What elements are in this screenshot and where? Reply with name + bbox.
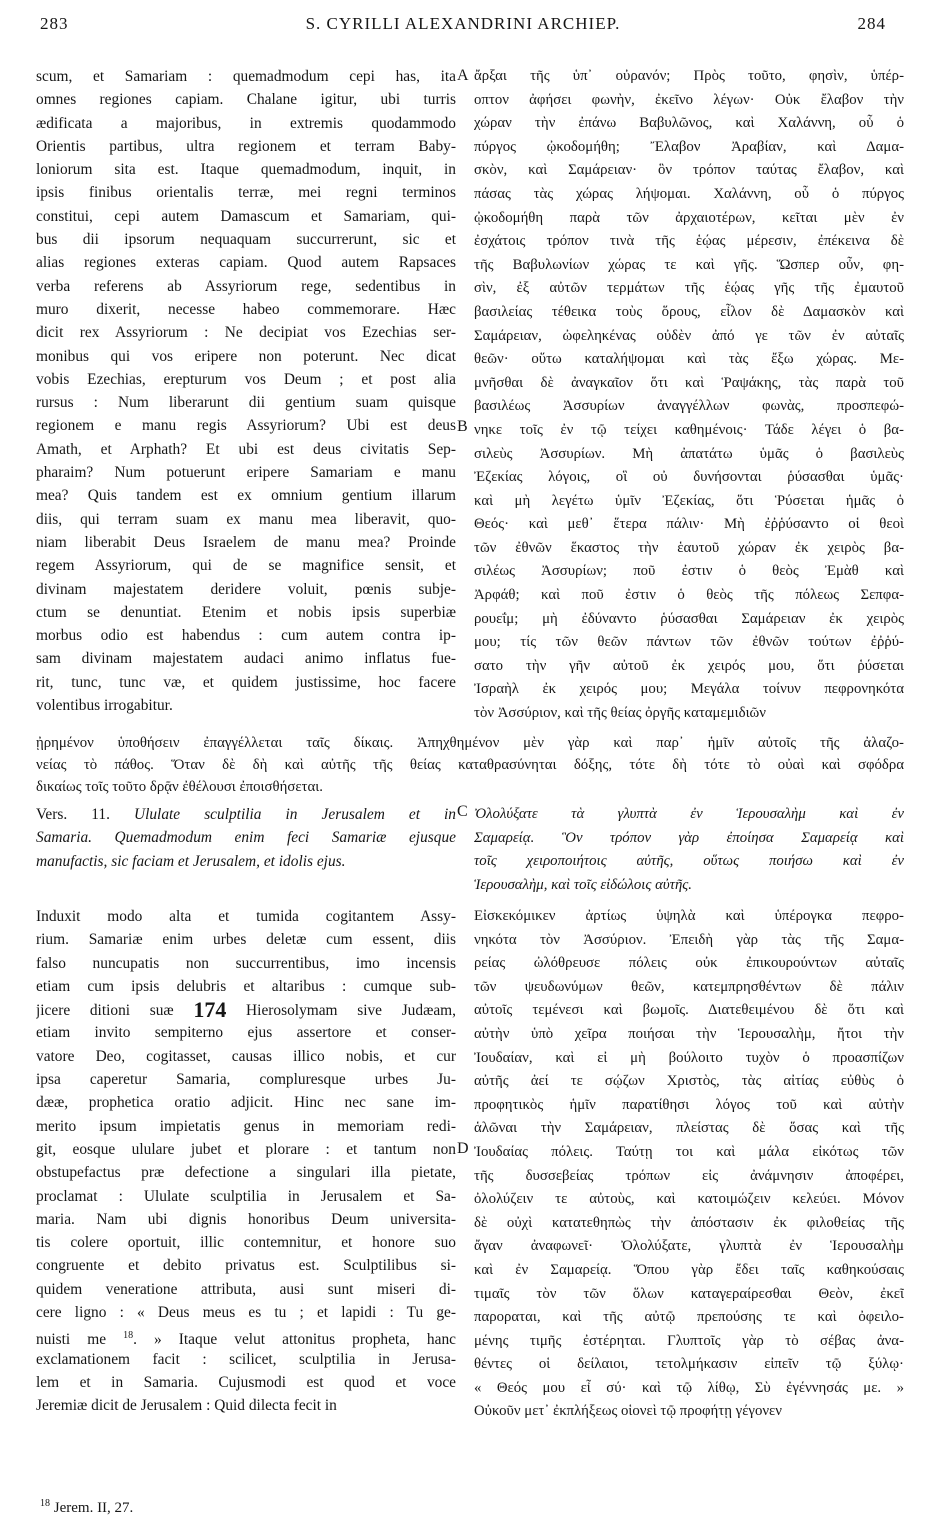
text-line: νηκότα τὸν Ἀσσύριον. Ἐπειδὴ γὰρ τὰς τῆς Σαμα- (474, 931, 904, 948)
text-line: dææ, prophetica oratio adjicit. Hinc nec sane im- (36, 1094, 456, 1112)
footnote (40, 1498, 133, 1517)
text-line: pharaim? Num potuerunt eripere Samariam e manu (36, 464, 456, 482)
text-line: rit, tunc, tunc væ, et quidem justissime, hoc facere (36, 673, 456, 691)
margin-marker-d: D (457, 1140, 469, 1157)
text-line: mea? Quis tandem est ex omnium gentium illarum (36, 487, 456, 505)
footnote-text: Jerem. II, 27. (50, 1500, 134, 1516)
text-line: μνῆσθαι δὲ ἀναγκαῖον ὅτι καὶ Ῥαψάκης, τὰς παρὰ τοῦ (474, 374, 904, 391)
text-line: μου; τίς τῶν θεῶν πάντων τῶν ἐθνῶν τούτων ἐῤῥύ- (474, 634, 904, 651)
margin-marker-a: A (457, 67, 469, 84)
page-number-left: 283 (40, 14, 69, 33)
text-line: σκὸν, καὶ Σαμάρειαν· ὃν τρόπον ταύτας ἔλαβον, καὶ (474, 162, 904, 179)
text-line: verba referens ab Assyriorum rege, sedentibus in (36, 277, 456, 295)
text-line: alias regiones exteras capiam. Quod autem Rapsaces (36, 254, 456, 272)
text-line: δὲ οὐχὶ κατατεθηπὼς τὴν ἀπόστασιν ἐκ φιλοθείας τῆς (474, 1214, 904, 1231)
text-line: Jeremiæ dicit de Jerusalem : Quid dilecta fecit in (36, 1397, 337, 1415)
marginal-page-number: 174 (193, 998, 227, 1022)
verse-text: Ululate sculptilia in Jerusalem et in (109, 806, 456, 823)
text-line: βασιλέως Ἀσσυρίων ἀναγγέλλων φωνὰς, προσπεφώ- (474, 398, 904, 415)
text-line: πύργος ᾠκοδομήθη; Ἔλαβον Ἀραβίαν, καὶ Δαμα- (474, 138, 904, 155)
text-line: Ἰουδαίας πόλεις. Ταύτῃ τοι καὶ μάλα εἰκότως τῶν (474, 1143, 904, 1160)
text-line: etiam cum ipsis delubris et altaribus : cumque sub- (36, 977, 456, 995)
text-line: monibus qui vos eripere non poterunt. Nec dicat (36, 347, 456, 365)
text-line: ipsa caperetur Samaria, compluresque urbes Ju- (36, 1071, 456, 1089)
text-line: Ὀλολύξατε τὰ γλυπτὰ ἐν Ἱερουσαλὴμ καὶ ἐν (474, 806, 904, 822)
margin-marker-b: B (457, 418, 468, 435)
text-line: dicit rex Assyriorum : Ne decipiat vos Ezechias ser- (36, 324, 456, 342)
text-line: ἁλῶναι τὴν Σαμάρειαν, πλείστας δὲ ὅσας καὶ τῆς (474, 1120, 904, 1137)
text-line: niam liberabit Deus Israelem de manu mea? Proinde (36, 533, 456, 551)
text-line: τῆς δυσσεβείας τρόπων εἰς ἀνάμνησιν ἀποφέρει, (474, 1167, 904, 1184)
text-line: τιμαῖς τὸν τῶν ὅλων καταγεραίρεσθαι Θεὸν, ἐκεῖ (474, 1285, 904, 1302)
verse-label: Vers. 11. (36, 806, 110, 823)
text-line (36, 850, 456, 873)
text-line: lem et in Samaria. Cujusmodi est quod et voce (36, 1373, 456, 1391)
greek-full-width-passage (36, 732, 904, 798)
text-line: ρουεΐμ; μὴ ἐδύναντο ῥύσασθαι Σαμάρειαν ἐκ χειρὸς (474, 610, 904, 627)
text-line: ρείας ὠλόθρευσε πόλεις οὐκ ἐπικουρούντων αὐταῖς (474, 955, 904, 972)
running-header (40, 14, 886, 38)
text-line: ædificata a majoribus, in extremis quodammodo (36, 114, 456, 132)
text-line: θέντες οἱ δείλαιοι, τετολμήκασιν εἰπεῖν τῷ ξύλῳ· (474, 1356, 904, 1373)
text-segment: nuisti me (36, 1331, 124, 1348)
text-line: πάσας τὰς χώρας λήψομαι. Χαλάννη, οὗ ὁ πύργος (474, 185, 904, 202)
text-line: ctum se denuntiat. Etenim et nobis ipsis superbiæ (36, 603, 456, 621)
text-line: regionem e manu regis Assyriorum? Ubi est deus (36, 417, 456, 435)
text-line: diis, qui terram suam ex manu mea liberavit, quo- (36, 510, 456, 528)
text-line: σιλέως Ἀσσυρίων; ποῦ ἐστιν ὁ θεὸς Ἐμὰθ καὶ (474, 563, 904, 580)
text-line: νείας τὸ πάθος. Ὅταν δὲ δὴ καὶ αὐτῆς τῆς θείας καταθρασύνηται δόξης, τότε δὴ τότε τὸ οὐαὶ καὶ σφόδρα (36, 757, 904, 773)
text-line: rursus : Num liberarunt dii gentium suam quisque (36, 394, 456, 412)
text-line: τοῖς χειροποιήτοις αὐτῆς, οὕτως ποιήσω καὶ ἐν (474, 853, 904, 870)
latin-column-top (36, 65, 456, 717)
text-line: προφητικὸς ἡμῖν παρατίθησι λόγος τοῦ καὶ αὐτὴν (474, 1096, 904, 1113)
text-line: sam divinam majestatem audaci animo inflatus fue- (36, 650, 456, 668)
text-line: ὀλολύζειν τε αὐτοὺς, καὶ κατοιμώζειν κελεύει. Μόνον (474, 1191, 904, 1208)
text-line: παροραται, καὶ τῆς αὐτῷ πρεπούσης τε καὶ ὀφειλο- (474, 1309, 904, 1326)
text-line: Ἀρφάθ; καὶ ποῦ ἐστιν ὁ θεὸς τῆς πόλεως Σεπφα- (474, 587, 904, 604)
text-line (36, 803, 456, 826)
text-line: maria. Nam ubi dignis honoribus Deum universita- (36, 1210, 456, 1228)
footnote-reference: 18 (123, 1330, 134, 1342)
text-line: Ἐζεκίας λόγοις, οἳ οὐ δυνήσονται ῥύσασθαι ὑμᾶς· (474, 469, 904, 486)
text-line: ἄρξαι τῆς ὑπ᾽ οὐρανόν; Πρὸς τοῦτο, φησὶν, ὑπέρ- (474, 68, 904, 84)
text-line: Orientis partibus, ultra regionem et terram Baby- (36, 137, 456, 155)
text-line: Σαμάρειαν, ὠφεληκένας οὐδὲν ἀπό γε τῶν ἐν αὐταῖς (474, 327, 904, 344)
text-line: Οὐκοῦν μετ᾽ ἐκπλήξεως οἱονεὶ τῷ προφήτῃ γέγονεν (474, 1403, 782, 1420)
text-line: cere ligno : « Deus meus es tu ; et lapidi : Tu ge- (36, 1304, 456, 1322)
text-line: merito ipsum impietatis genus in memoriam redi- (36, 1117, 456, 1135)
text-line: Ἰσραὴλ ἐκ χειρός μου; Μεγάλα τοίνυν πεφρονηκότα (474, 681, 904, 698)
text-line: divinam majestatem deridere voluit, pœnis subje- (36, 580, 456, 598)
latin-verse-heading (36, 803, 456, 873)
greek-verse-heading (474, 803, 904, 897)
text-line: τῶν ψευδωνύμων θεῶν, κατεμπρησθέντων δὲ πάλιν (474, 978, 904, 995)
text-line: regem Assyriorum, qui de se magnifice sensit, et (36, 557, 456, 575)
text-segment: . » Itaque velut attonitus propheta, hanc (133, 1331, 456, 1348)
verse-text: Samaria. Quemadmodum enim feci Samariæ ejusque (36, 829, 456, 847)
text-line: ipsis finibus orientalis terræ, mei regni terminos (36, 184, 456, 202)
text-line: vatore Deo, cogitasset, causas illico nobis, et cur (36, 1047, 456, 1065)
text-line: σατο τὴν γῆν αὐτοῦ ἐκ χειρός μου, ὅτι ῥύσεται (474, 657, 904, 674)
text-line: falso nuncupatis non succurrentibus, imo incensis (36, 954, 456, 972)
text-line: καὶ ἐν Σαμαρείᾳ. Ὅπου γὰρ ἔδει ταῖς καθηκούσαις (474, 1261, 904, 1278)
text-line: vobis Ezechias, erepturum vos Deum ; et post alia (36, 370, 456, 388)
latin-column-bottom (36, 905, 456, 1418)
text-line: obstupefactus præ defectione a singulari illa pietate, (36, 1164, 456, 1182)
text-line: σιλεὺς Ἀσσυρίων. Μὴ ἀπατάτω ὑμᾶς ὁ βασιλεὺς (474, 445, 904, 462)
text-line: ᾠκοδομήθη παρὰ τῶν ἀρχαιοτέρων, κεῖται μὲν ἐν (474, 209, 904, 226)
text-line: « Θεός μου εἶ σύ· καὶ τῷ λίθῳ, Σὺ ἐγέννησάς με. » (474, 1379, 904, 1396)
text-line: θεῶν· οὕτω καταλήψομαι καὶ τὰς ἔξω χώρας. Με- (474, 351, 904, 368)
text-line: βασιλείας τέθεικα τοὺς ὅρους, εἶλον δὲ Δαμασκὸν καὶ (474, 303, 904, 320)
text-line: Εἰσκεκόμικεν ἀρτίως ὑψηλὰ καὶ ὑπέρογκα πεφρο- (474, 908, 904, 924)
text-line: αὐτῆς ἀεί τε σῴζων Χριστὸς, τὰς αἰτίας εὐθὺς ὁ (474, 1073, 904, 1090)
text-line: ἄγαν ἀναφωνεῖ· Ὀλολύξατε, γλυπτὰ ἐν Ἱερουσαλὴμ (474, 1238, 904, 1255)
text-line: αὐτὴν ὑπὸ χεῖρα ποιήσαι τὴν Ἱερουσαλὴμ, ἤτοι τὴν (474, 1025, 904, 1042)
text-line: git, eosque ululare jubet et plorare : et tantum non (36, 1140, 456, 1158)
text-line: constitui, cepi autem Damascum et Samariam, qui- (36, 207, 456, 225)
text-segment: Hierosolymam sive Judæam, (226, 1002, 456, 1020)
text-line: quidem veneratione attributa, ausi sunt miseri di- (36, 1280, 456, 1298)
text-line: scum, et Samariam : quemadmodum cepi has, ita (36, 68, 456, 85)
text-line: rium. Samariæ enim urbes deletæ cum essent, diis (36, 931, 456, 949)
text-line: congruente et debito privatus est. Sculptilibus si- (36, 1257, 456, 1275)
page-number-right: 284 (857, 14, 886, 33)
greek-column-top (474, 65, 904, 726)
text-line: χώραν τὴν ἐπάνω Βαβυλῶνος, καὶ Χαλάννη, οὗ ὁ (474, 115, 904, 132)
text-line: tis colere oportuit, illic contemnitur, et honore suo (36, 1234, 456, 1252)
text-line: σὶν, ἐξ αὐτῶν τερμάτων τῆς ἑῴας γῆς τῆς ἐμαυτοῦ (474, 280, 904, 297)
text-line: Ἰουδαίαν, καὶ εἰ μὴ βούλοιτο τυχὸν ὁ προασπίζων (474, 1049, 904, 1066)
text-segment: jicere ditioni suæ (36, 1002, 194, 1020)
text-line: ἐσχάτοις τρόπον τινὰ τῆς ἑῴας μέρεσιν, ἐπέκεινα δὲ (474, 233, 904, 250)
text-line: exclamationem facit : scilicet, sculptilia in Jerusa- (36, 1350, 456, 1368)
text-line: νηκε τοῖς ἐν τῷ τείχει καθημένοις· Τάδε λέγει ὁ βα- (474, 421, 904, 438)
text-line: τὸν Ἀσσύριον, καὶ τῆς θείας ὀργῆς καταμεμιδιῶν (474, 705, 766, 722)
text-line: etiam invito sempiterno ejus assertore et conser- (36, 1024, 456, 1042)
text-line: bus dii ipsorum nequaquam succurrerunt, sic et (36, 231, 456, 249)
text-line: morbus odio est habendus : cum autem contra ip- (36, 627, 456, 645)
text-line: καὶ μὴ λεγέτω ὑμῖν Ἐζεκίας, ὅτι Ῥύσεται ἡμᾶς ὁ (474, 492, 904, 509)
text-line (36, 826, 456, 849)
text-line: οπτον ἀφήσει φωνὴν, ἐκεῖνο λέγων· Οὐκ ἔλαβον τὴν (474, 91, 904, 108)
text-line: Σαμαρείᾳ. Ὃν τρόπον γὰρ ἐποίησα Σαμαρείᾳ καὶ (474, 829, 904, 846)
text-line: volentibus irrogabitur. (36, 697, 173, 715)
text-line: δικαίως τοῖς τοῦτο δρᾷν ἐθέλουσι ἐποισθήσεται. (36, 779, 323, 795)
text-line: omnes regiones capiam. Chalane igitur, ubi turris (36, 91, 456, 109)
text-line: μένης τιμῆς ἐστέρηται. Γλυπτοῖς γὰρ τὸ σέβας ἀνα- (474, 1332, 904, 1349)
margin-marker-c: C (457, 803, 468, 820)
text-line: ᾐρημένον ὑποθήσειν ἐπαγγέλλεται ταῖς δίκαις. Ἀπηχθημένον μὲν γὰρ καὶ παρ᾽ ἡμῖν αὐτοῖς τῆς ἀλαζο- (36, 735, 904, 751)
text-line: Ἱερουσαλὴμ, καὶ τοῖς εἰδώλοις αὐτῆς. (474, 876, 692, 893)
text-line: τῶν ἐθνῶν ἕκαστος τὴν ἑαυτοῦ χώραν ἐκ χειρὸς βα- (474, 539, 904, 556)
text-line (36, 998, 456, 1021)
text-line: proclamat : Ululate sculptilia in Jerusalem et Sa- (36, 1187, 456, 1205)
text-line (36, 1324, 456, 1347)
text-line: Amath, et Arphath? Et ubi est deus civitatis Sep- (36, 440, 456, 458)
text-line: Induxit modo alta et tumida cogitantem Assy- (36, 908, 456, 925)
verse-text: manufactis, sic faciam et Jerusalem, et idolis ejus. (36, 852, 346, 870)
text-line: αὐτοῖς τεμένεσι καὶ βωμοῖς. Διατεθειμένου δὲ ὅτι καὶ (474, 1002, 904, 1019)
text-line: Θεός· καὶ μεθ᾽ ἕτερα πάλιν· Μὴ ἐῤῥύσαντο οἱ θεοὶ (474, 516, 904, 533)
text-line: muro dixerit, necesse habeo commemorare. Hæc (36, 300, 456, 318)
text-line: τῆς Βαβυλωνίων χώρας τε καὶ γῆς. Ὥσπερ οὖν, φη- (474, 256, 904, 273)
greek-column-bottom (474, 905, 904, 1424)
text-line: loniorum sita est. Itaque quemadmodum, inquit, in (36, 161, 456, 179)
running-title: S. CYRILLI ALEXANDRINI ARCHIEP. (305, 14, 621, 33)
footnote-number: 18 (40, 1498, 50, 1509)
